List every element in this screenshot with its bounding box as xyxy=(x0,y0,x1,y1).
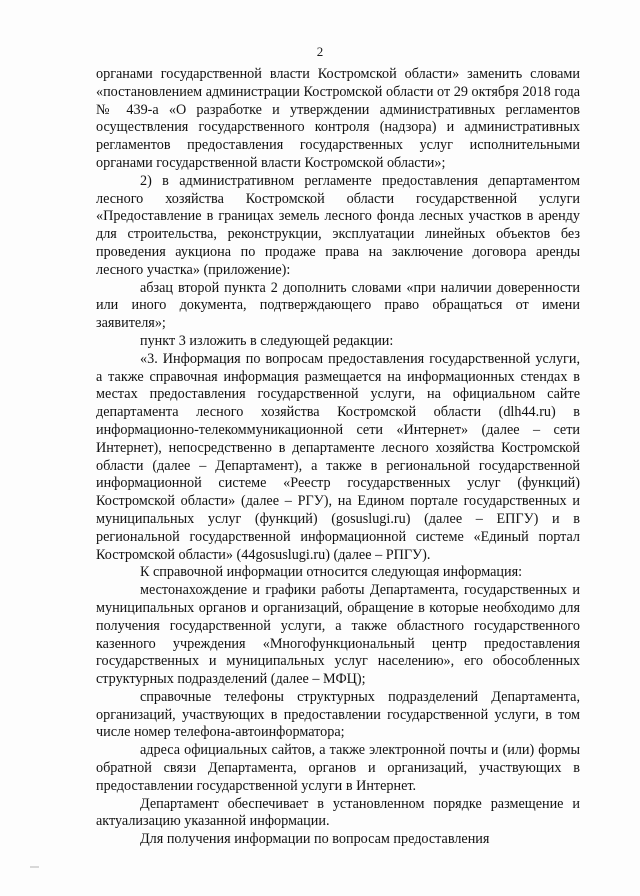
paragraph-amend-point-2: абзац второй пункта 2 дополнить словами «при наличии доверенности или иного документа, подтверждающего право обращаться от имени заявителя»; xyxy=(96,279,580,332)
paragraph-point-3-intro: пункт 3 изложить в следующей редакции: xyxy=(140,332,394,349)
paragraph-point-3-text: «3. Информация по вопросам предоставления государственной услуги, а также справочная информация размещается на информационных стендах в местах предоставления государственной услуги, на официальном сайте департамента лесного хозяйства Костромской области (dlh44.ru) в информационно-телекоммуникационной сети «Интернет» (далее – сети Интернет), непосредственно в департаменте лесного хозяйства Костромской области (далее – Департамент), а также в региональной государственной информационной системе «Реестр государственных услуг (функций) Костромской области» (далее – РГУ), на Едином портале государственных и муниципальных услуг (функций) (gosuslugi.ru) (далее – ЕПГУ) и в региональной государственной информационной системе «Единый портал Костромской области» (44gosuslugi.ru) (далее – РПГУ). xyxy=(96,350,580,563)
paragraph-item-2: 2) в административном регламенте предоставления департаментом лесного хозяйства Костромской области государственной услуги «Предоставление в границах земель лесного фонда лесных участков в аренду для строительства, реконструкции, эксплуатации линейных объектов без проведения аукциона по продаже права на заключение договора аренды лесного участка» (приложение): xyxy=(96,172,580,278)
paragraph-locations: местонахождение и графики работы Департамента, государственных и муниципальных органов и организаций, обращение в которые необходимо для получения государственной услуги, а также областного государственного казенного учреждения «Многофункциональный центр предоставления государственных и муниципальных услуг населению», его обособленных структурных подразделений (далее – МФЦ); xyxy=(96,582,580,688)
paragraph-reference-info: К справочной информации относится следующая информация: xyxy=(140,564,523,581)
paragraph-continuation: органами государственной власти Костромской области» заменить словами «постановлением администрации Костромской области от 29 октября 2018 года № 439-а «О разработке и утверждении административных регламентов осуществления государственного контроля (надзора) и административных регламентов предоставления государственных услуг исполнительными органами государственной власти Костромской области»; xyxy=(96,66,580,171)
paragraph-phones: справочные телефоны структурных подразделений Департамента, организаций, участвующих в предоставлении государственной услуги, в том числе номер телефона-автоинформатора; xyxy=(96,688,580,741)
paragraph-websites: адреса официальных сайтов, а также электронной почты и (или) формы обратной связи Департамента, органов и организаций, участвующих в предоставлении государственной услуги в Интернет. xyxy=(96,742,580,794)
page-number: 2 xyxy=(316,44,324,59)
paragraph-department-duty: Департамент обеспечивает в установленном порядке размещение и актуализацию указанной информации. xyxy=(96,795,580,830)
paragraph-to-obtain: Для получения информации по вопросам предоставления xyxy=(140,831,490,848)
scan-mark xyxy=(30,866,39,868)
document-body xyxy=(96,66,580,849)
